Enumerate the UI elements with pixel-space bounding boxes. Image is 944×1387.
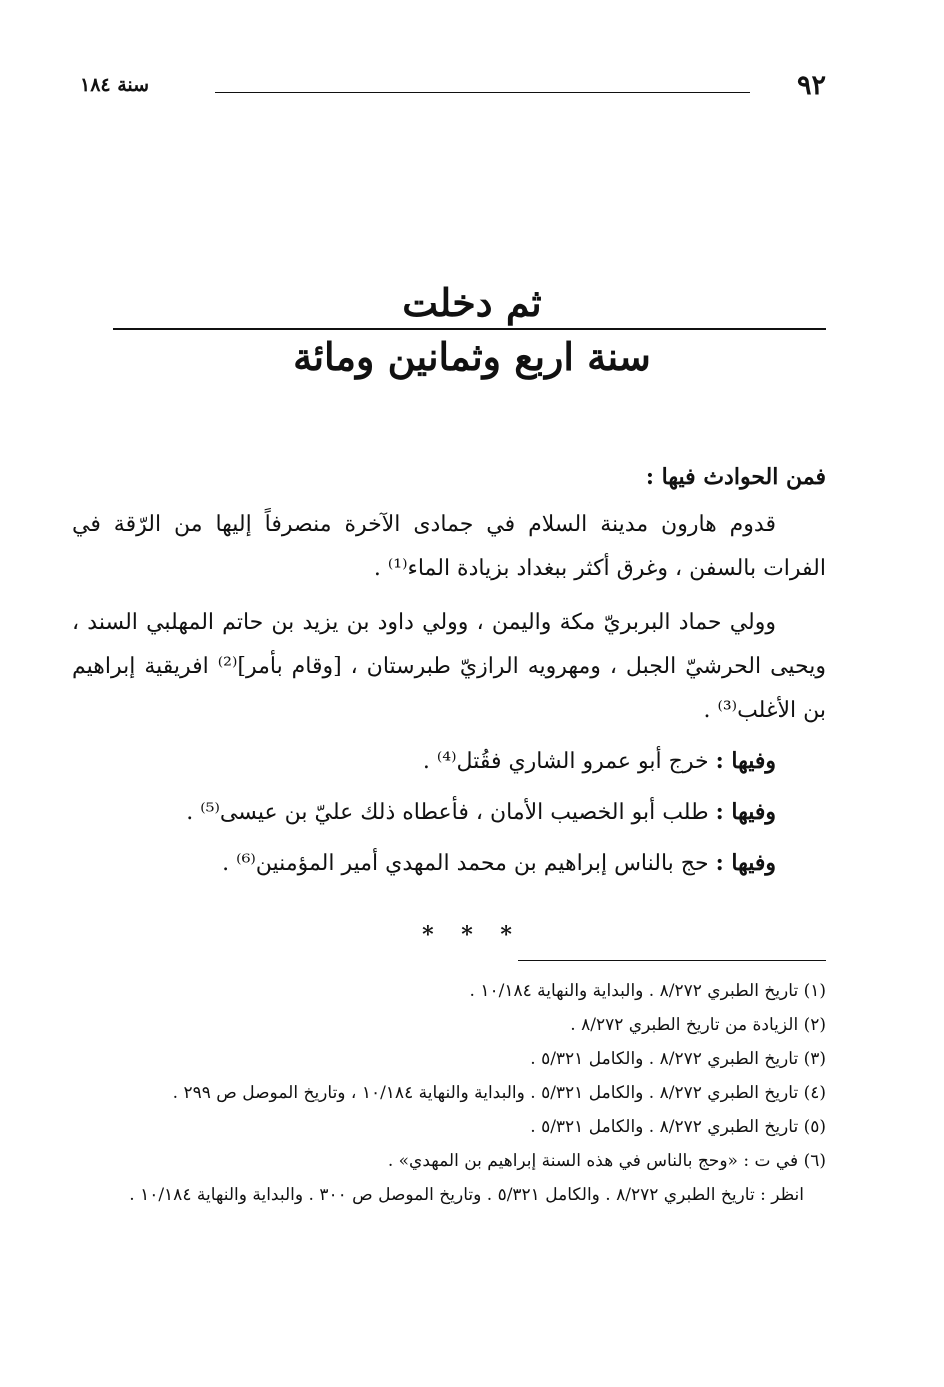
header-rule bbox=[215, 92, 750, 93]
running-year-label: سنة ١٨٤ bbox=[80, 74, 150, 96]
event-item bbox=[72, 790, 826, 835]
running-header bbox=[80, 70, 826, 100]
footnotes-rule bbox=[518, 960, 826, 961]
event-text: خرج أبو عمرو الشاري فقُتل⁽⁴⁾ . bbox=[422, 749, 709, 774]
event-text: طلب أبو الخصيب الأمان ، فأعطاه ذلك عليّ بن عيسى⁽⁵⁾ . bbox=[186, 800, 709, 825]
event-lead: وفيها : bbox=[715, 850, 776, 876]
footnote: (٥) تاريخ الطبري ٨/٢٧٢ . والكامل ٥/٣٢١ . bbox=[530, 1117, 826, 1137]
footnote: (١) تاريخ الطبري ٨/٢٧٢ . والبداية والنهاية ١٠/١٨٤ . bbox=[469, 981, 826, 1001]
page-number: ٩٢ bbox=[796, 70, 826, 101]
paragraph-2: وولي حماد البربريّ مكة واليمن ، وولي داود بن يزيد بن حاتم المهلبي السند ، ويحيى الحرشيّ الجبل ، ومهرويه الرازيّ طبرستان ، [وقام بأمر]⁽²⁾ افريقية إبراهيم بن الأغلب⁽³⁾ . bbox=[72, 610, 826, 723]
paragraph-1: قدوم هارون مدينة السلام في جمادى الآخرة منصرفاً إليها من الرّقة في الفرات بالسفن ، وغرق أكثر ببغداد بزيادة الماء⁽¹⁾ . bbox=[72, 512, 826, 581]
title-rule bbox=[113, 328, 826, 330]
event-item bbox=[72, 739, 826, 784]
event-lead: وفيها : bbox=[715, 799, 776, 825]
events-heading: فمن الحوادث فيها : bbox=[645, 464, 826, 490]
chapter-title-line-2: سنة اربع وثمانين ومائة bbox=[293, 334, 651, 379]
event-lead: وفيها : bbox=[715, 748, 776, 774]
footnotes bbox=[80, 974, 826, 1212]
chapter-title-line-1: ثم دخلت bbox=[402, 280, 542, 325]
footnote: (٣) تاريخ الطبري ٨/٢٧٢ . والكامل ٥/٣٢١ . bbox=[530, 1049, 826, 1069]
event-item bbox=[72, 841, 826, 886]
body-text bbox=[72, 455, 826, 886]
footnote: (٤) تاريخ الطبري ٨/٢٧٢ . والكامل ٥/٣٢١ . والبداية والنهاية ١٠/١٨٤ ، وتاريخ الموصل ص ٢٩٩ . bbox=[172, 1083, 826, 1103]
event-text: حج بالناس إبراهيم بن محمد المهدي أمير المؤمنين⁽⁶⁾ . bbox=[222, 851, 709, 876]
footnote: (٦) في ت : «وحج بالناس في هذه السنة إبراهيم بن المهدي» . bbox=[387, 1151, 826, 1171]
section-separator: * * * bbox=[422, 922, 522, 948]
footnote-continuation: انظر : تاريخ الطبري ٨/٢٧٢ . والكامل ٥/٣٢١ . وتاريخ الموصل ص ٣٠٠ . والبداية والنهاية ١٠/١٨٤ . bbox=[129, 1185, 804, 1205]
footnote: (٢) الزيادة من تاريخ الطبري ٨/٢٧٢ . bbox=[570, 1015, 826, 1035]
